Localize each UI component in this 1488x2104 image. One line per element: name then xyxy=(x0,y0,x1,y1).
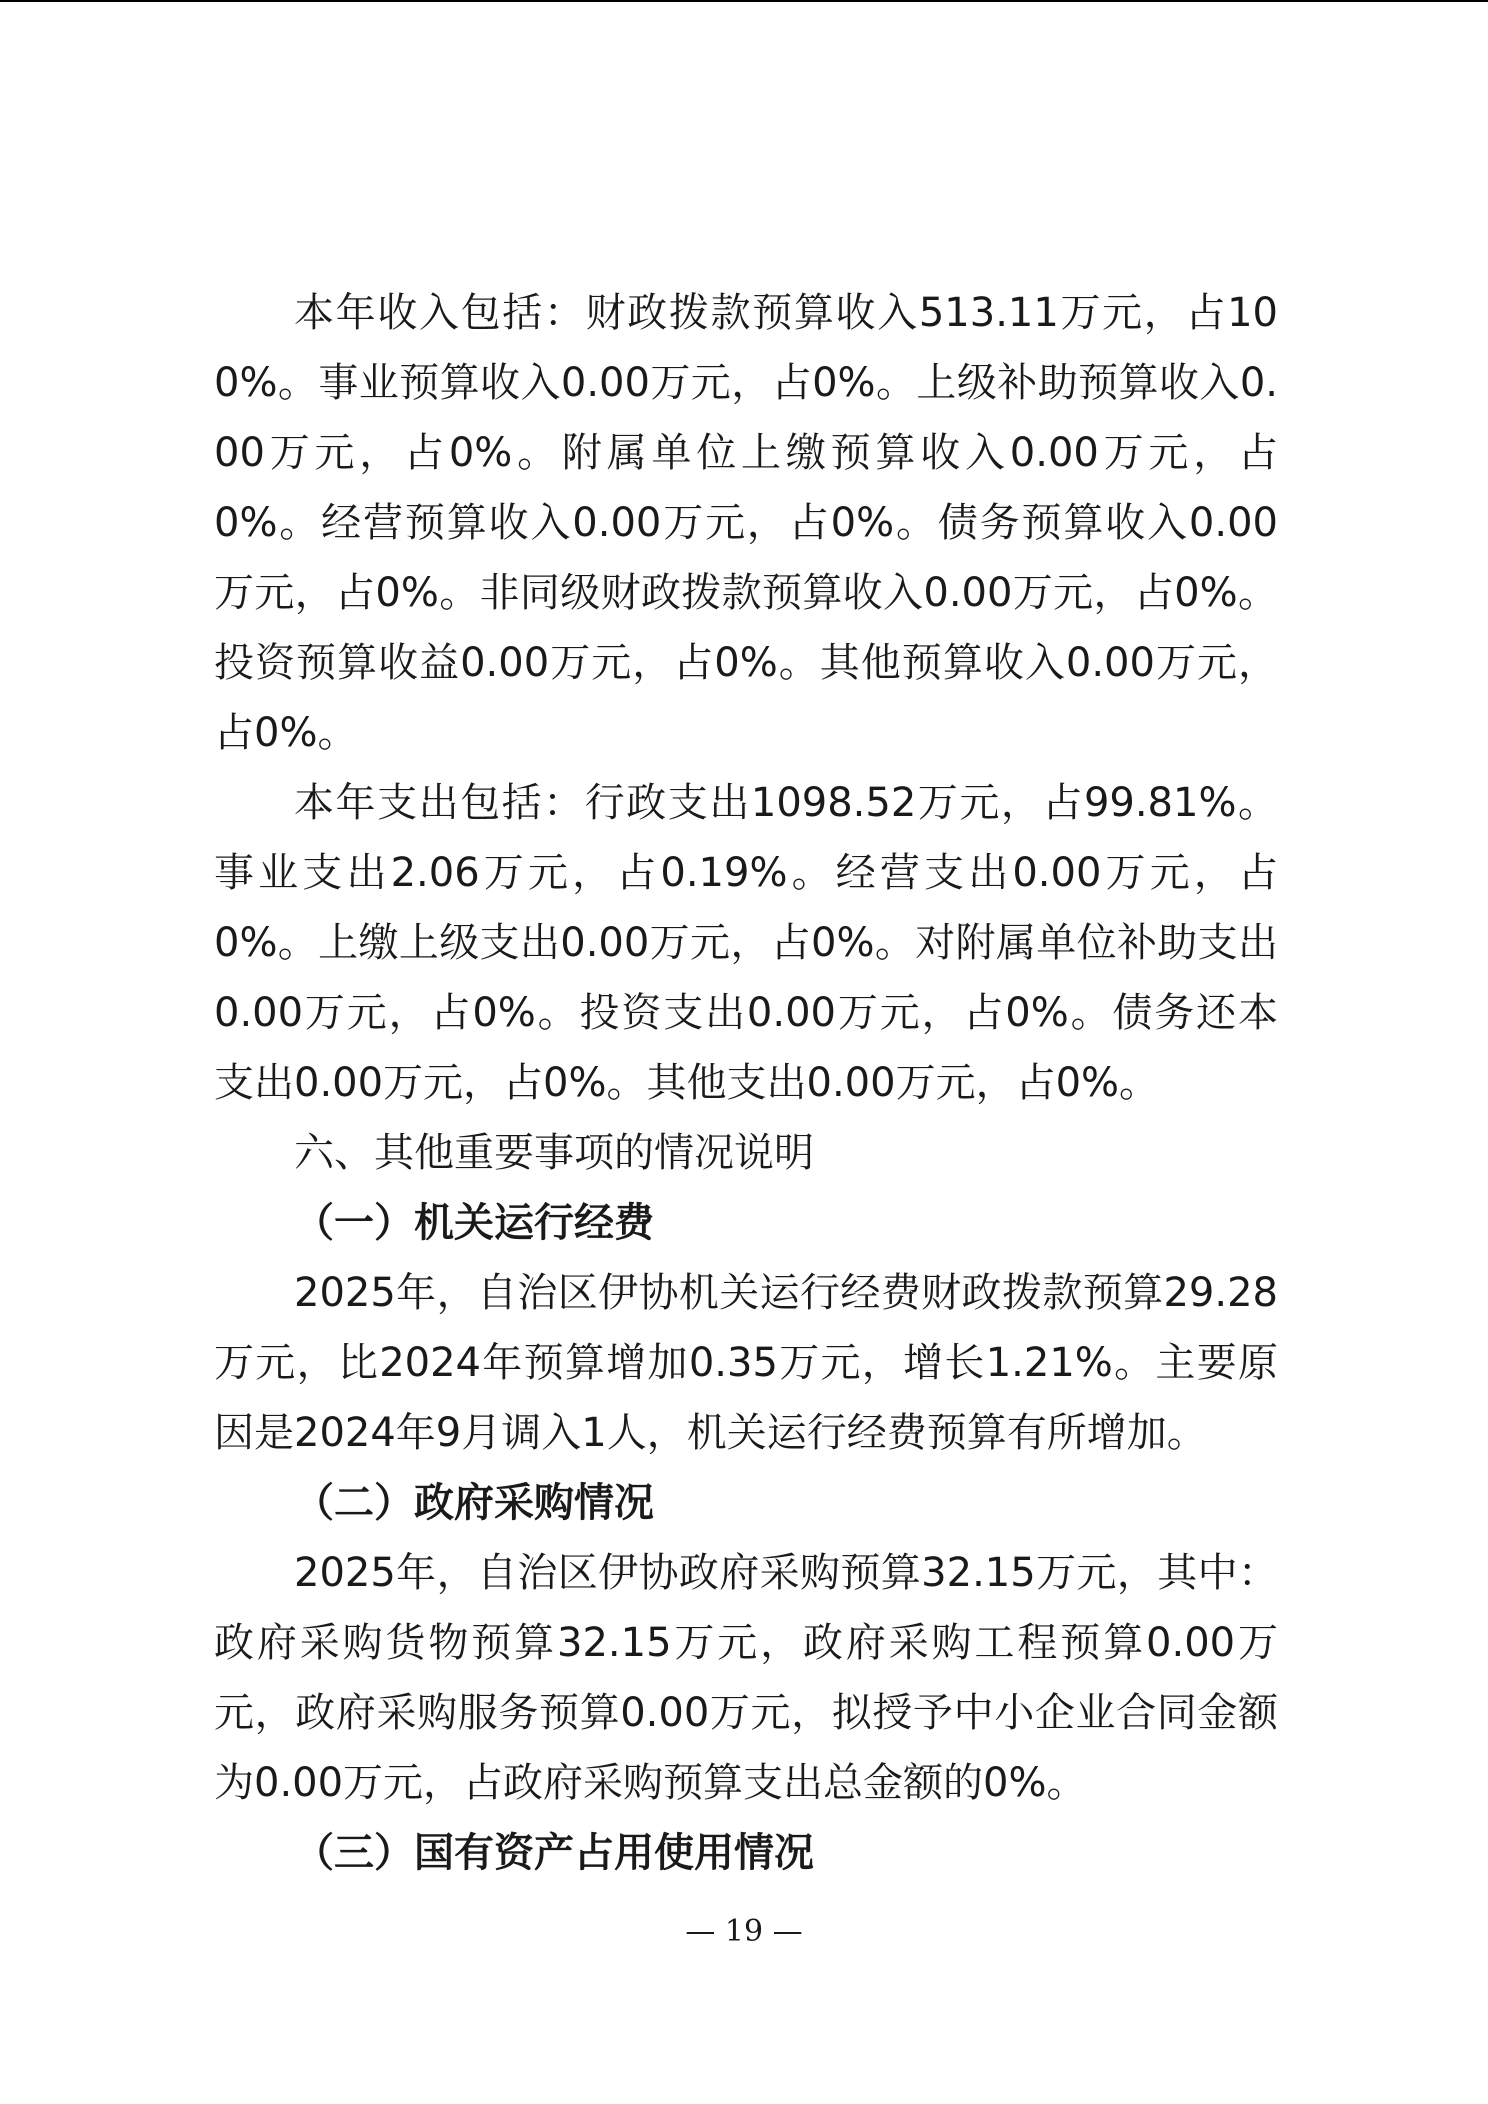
subsection-one-heading: （一）机关运行经费 xyxy=(294,1200,654,1246)
top-border-rule xyxy=(0,0,1488,2)
document-body xyxy=(214,278,1278,1888)
subsection-two-heading: （二）政府采购情况 xyxy=(294,1480,654,1526)
income-paragraph: 本年收入包括：财政拨款预算收入513.11万元，占100%。事业预算收入0.00万元，占0%。上级补助预算收入0.00万元，占0%。附属单位上缴预算收入0.00万元，占0%。经营预算收入0.00万元，占0%。债务预算收入0.00万元，占0%。非同级财政拨款预算收入0.00万元，占0%。投资预算收益0.00万元，占0%。其他预算收入0.00万元，占0%。 xyxy=(214,290,1278,756)
section-six-heading: 六、其他重要事项的情况说明 xyxy=(294,1130,814,1176)
subsection-two-paragraph: 2025年，自治区伊协政府采购预算32.15万元，其中：政府采购货物预算32.15万元，政府采购工程预算0.00万元，政府采购服务预算0.00万元，拟授予中小企业合同金额为0.00万元，占政府采购预算支出总金额的0%。 xyxy=(214,1550,1278,1806)
expenditure-paragraph: 本年支出包括：行政支出1098.52万元，占99.81%。事业支出2.06万元，占0.19%。经营支出0.00万元，占0%。上缴上级支出0.00万元，占0%。对附属单位补助支出0.00万元，占0%。投资支出0.00万元，占0%。债务还本支出0.00万元，占0%。其他支出0.00万元，占0%。 xyxy=(214,780,1278,1106)
subsection-three-heading: （三）国有资产占用使用情况 xyxy=(294,1830,814,1876)
subsection-one-paragraph: 2025年，自治区伊协机关运行经费财政拨款预算29.28万元，比2024年预算增加0.35万元，增长1.21%。主要原因是2024年9月调入1人，机关运行经费预算有所增加。 xyxy=(214,1270,1278,1456)
page-number: — 19 — xyxy=(685,1914,803,1949)
